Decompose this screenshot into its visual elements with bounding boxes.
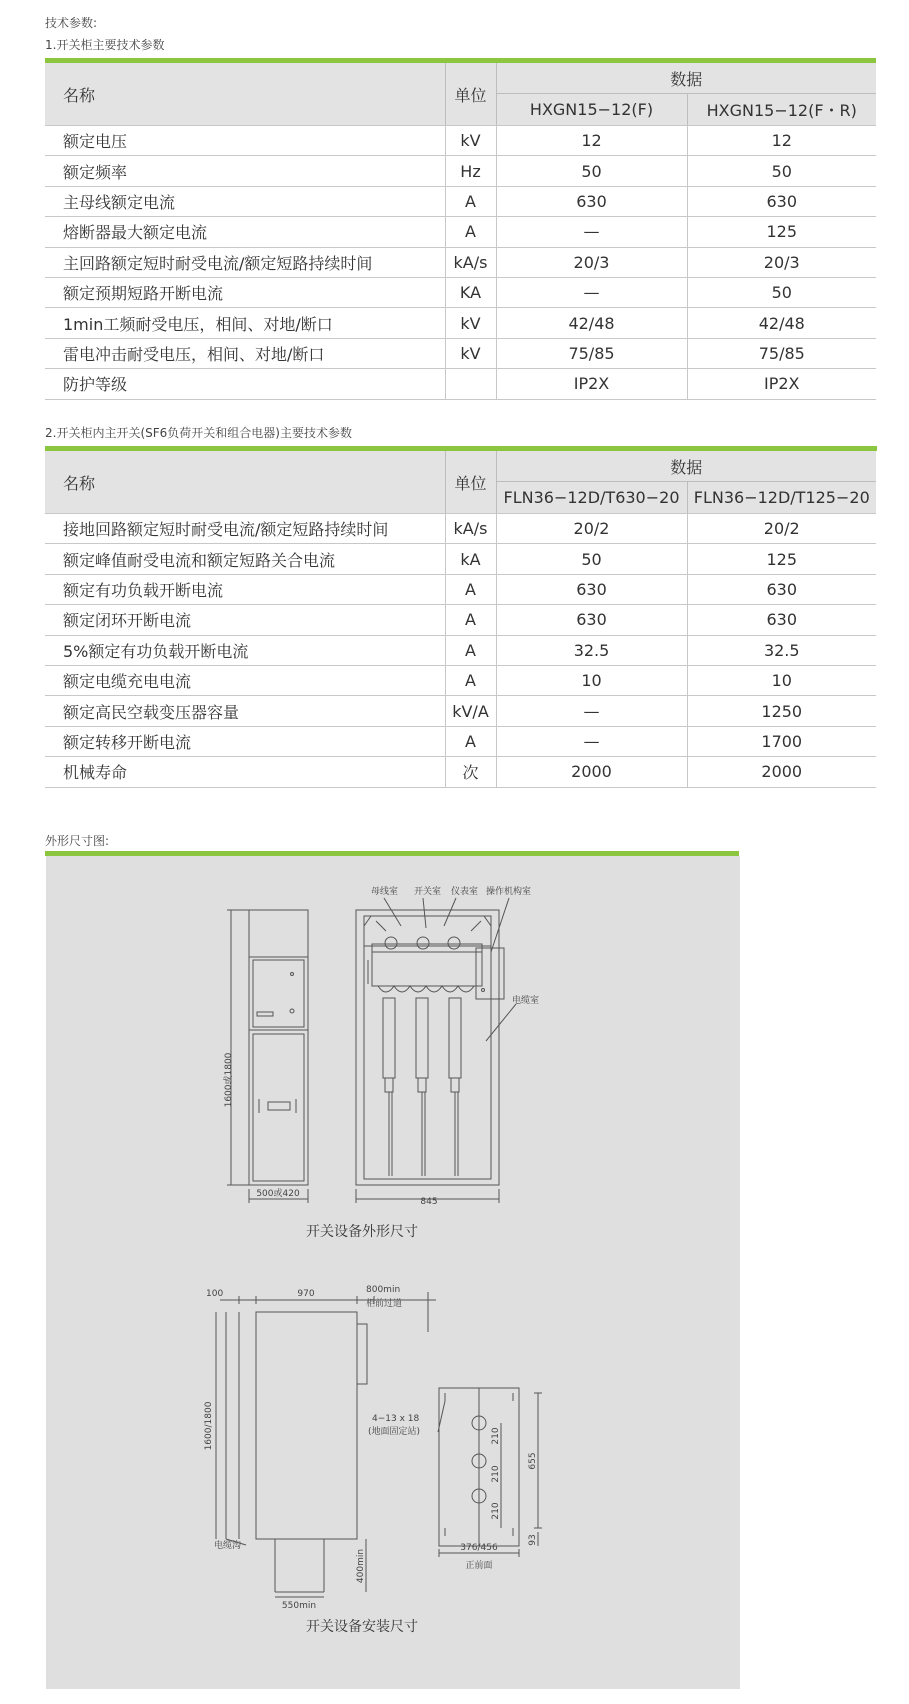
row-name: 额定电缆充电电流 — [45, 665, 445, 695]
row-unit: A — [445, 217, 496, 247]
row-unit: A — [445, 726, 496, 756]
row-value-1: — — [496, 277, 687, 307]
table-header-unit: 单位 — [445, 63, 496, 126]
label-w100: 100 — [206, 1289, 224, 1299]
label-210c: 210 — [491, 1502, 501, 1520]
row-name: 额定有功负载开断电流 — [45, 574, 445, 604]
row-value-2: 12 — [687, 126, 876, 156]
row-name: 额定转移开断电流 — [45, 726, 445, 756]
row-unit: kA — [445, 544, 496, 574]
row-value-1: 20/3 — [496, 247, 687, 277]
row-name: 主母线额定电流 — [45, 186, 445, 216]
row-value-1: 42/48 — [496, 308, 687, 338]
installation-side-view — [216, 1292, 436, 1597]
label-height-2: 1600/1800 — [204, 1401, 214, 1451]
row-value-1: — — [496, 726, 687, 756]
page-heading: 技术参数: — [45, 16, 98, 30]
table-header-model-2: HXGN15−12(F・R) — [687, 94, 876, 126]
row-unit: kV — [445, 126, 496, 156]
row-unit: A — [445, 635, 496, 665]
row-value-2: 32.5 — [687, 635, 876, 665]
label-holes: 4−13 x 18 — [372, 1414, 420, 1424]
side-view-cabinet — [227, 910, 308, 1203]
table-header-data: 数据 — [496, 451, 876, 482]
table-row — [45, 156, 876, 186]
row-name: 额定峰值耐受电流和额定短路关合电流 — [45, 544, 445, 574]
table-header-name: 名称 — [45, 63, 445, 126]
label-mechanism-room: 操作机构室 — [486, 887, 532, 897]
label-width-side: 500或420 — [256, 1189, 300, 1199]
label-376: 376/456 — [460, 1543, 498, 1553]
row-unit: kV — [445, 338, 496, 368]
label-height-1: 1600或1800 — [224, 1052, 234, 1108]
row-value-1: 50 — [496, 544, 687, 574]
label-400: 400min — [356, 1548, 366, 1584]
row-value-1: 630 — [496, 186, 687, 216]
row-value-2: IP2X — [687, 369, 876, 399]
row-value-2: 10 — [687, 665, 876, 695]
table-row — [45, 277, 876, 307]
drawing-caption-outline: 开关设备外形尺寸 — [306, 1224, 418, 1240]
drawing-caption-install: 开关设备安装尺寸 — [306, 1619, 418, 1635]
row-name: 5%额定有功负载开断电流 — [45, 635, 445, 665]
row-value-2: 50 — [687, 156, 876, 186]
section2-title: 2.开关柜内主开关(SF6负荷开关和组合电器)主要技术参数 — [45, 426, 352, 440]
label-210a: 210 — [491, 1427, 501, 1445]
front-view-cabinet — [356, 898, 516, 1203]
label-aisle: 柜前过道 — [366, 1299, 403, 1309]
row-unit: A — [445, 574, 496, 604]
row-name: 额定频率 — [45, 156, 445, 186]
label-fix: (地面固定站) — [368, 1427, 421, 1437]
row-value-2: 630 — [687, 186, 876, 216]
row-unit — [445, 369, 496, 399]
row-value-2: 125 — [687, 217, 876, 247]
label-550: 550min — [281, 1601, 317, 1611]
row-unit: A — [445, 605, 496, 635]
row-value-2: 125 — [687, 544, 876, 574]
row-value-1: 12 — [496, 126, 687, 156]
table-row — [45, 514, 876, 544]
row-value-2: 1250 — [687, 696, 876, 726]
table-row — [45, 186, 876, 216]
table-row — [45, 338, 876, 368]
label-busbar-room: 母线室 — [371, 887, 399, 897]
row-name: 额定电压 — [45, 126, 445, 156]
row-name: 额定闭环开断电流 — [45, 605, 445, 635]
label-cable-room: 电缆室 — [512, 996, 540, 1006]
table-row — [45, 126, 876, 156]
table-row — [45, 544, 876, 574]
table-header-data: 数据 — [496, 63, 876, 94]
table-row — [45, 665, 876, 695]
row-unit: kV/A — [445, 696, 496, 726]
section1-table — [45, 63, 876, 400]
label-w970: 970 — [297, 1289, 315, 1299]
label-210b: 210 — [491, 1465, 501, 1483]
row-name: 1min工频耐受电压，相间、对地/断口 — [45, 308, 445, 338]
row-name: 额定预期短路开断电流 — [45, 277, 445, 307]
table-row — [45, 247, 876, 277]
table-header-model-1: FLN36−12D/T630−20 — [496, 482, 687, 514]
row-value-1: 630 — [496, 574, 687, 604]
label-switch-room: 开关室 — [414, 887, 442, 897]
label-trench: 电缆沟 — [214, 1541, 242, 1551]
row-unit: kA/s — [445, 514, 496, 544]
row-value-1: 20/2 — [496, 514, 687, 544]
label-655: 655 — [528, 1452, 538, 1470]
table-header-model-1: HXGN15−12(F) — [496, 94, 687, 126]
row-value-2: 20/3 — [687, 247, 876, 277]
row-name: 额定高民空载变压器容量 — [45, 696, 445, 726]
row-value-1: 630 — [496, 605, 687, 635]
table-header-model-2: FLN36−12D/T125−20 — [687, 482, 876, 514]
row-unit: KA — [445, 277, 496, 307]
row-value-1: — — [496, 217, 687, 247]
label-meter-room: 仪表室 — [451, 887, 479, 897]
row-unit: Hz — [445, 156, 496, 186]
table-header-unit: 单位 — [445, 451, 496, 514]
row-value-1: 50 — [496, 156, 687, 186]
row-value-2: 42/48 — [687, 308, 876, 338]
row-value-2: 1700 — [687, 726, 876, 756]
row-value-1: 2000 — [496, 757, 687, 787]
row-name: 主回路额定短时耐受电流/额定短路持续时间 — [45, 247, 445, 277]
row-unit: 次 — [445, 757, 496, 787]
table-row — [45, 757, 876, 787]
row-value-1: 10 — [496, 665, 687, 695]
row-name: 防护等级 — [45, 369, 445, 399]
row-name: 熔断器最大额定电流 — [45, 217, 445, 247]
dimensions-title: 外形尺寸图: — [45, 834, 110, 848]
label-93: 93 — [528, 1534, 538, 1546]
table-row — [45, 574, 876, 604]
row-name: 雷电冲击耐受电压，相间、对地/断口 — [45, 338, 445, 368]
row-unit: A — [445, 186, 496, 216]
table-row — [45, 635, 876, 665]
label-w800: 800min — [366, 1285, 401, 1295]
row-value-2: 2000 — [687, 757, 876, 787]
table-row — [45, 217, 876, 247]
row-name: 机械寿命 — [45, 757, 445, 787]
section2-table-body — [45, 514, 876, 788]
row-unit: kA/s — [445, 247, 496, 277]
installation-plan-view — [438, 1388, 542, 1557]
row-value-1: 75/85 — [496, 338, 687, 368]
row-value-2: 50 — [687, 277, 876, 307]
dimension-drawing-svg — [46, 856, 740, 1689]
section2-table — [45, 451, 876, 788]
section1-table-body — [45, 126, 876, 400]
table-row — [45, 369, 876, 399]
table-row — [45, 696, 876, 726]
row-value-2: 630 — [687, 574, 876, 604]
table-row — [45, 726, 876, 756]
table-row — [45, 308, 876, 338]
row-value-1: 32.5 — [496, 635, 687, 665]
label-width-front: 845 — [420, 1197, 438, 1207]
row-unit: kV — [445, 308, 496, 338]
row-unit: A — [445, 665, 496, 695]
label-front: 正前面 — [465, 1561, 493, 1571]
table-header-name: 名称 — [45, 451, 445, 514]
row-name: 接地回路额定短时耐受电流/额定短路持续时间 — [45, 514, 445, 544]
row-value-2: 630 — [687, 605, 876, 635]
section1-title: 1.开关柜主要技术参数 — [45, 38, 165, 52]
dimension-drawing — [46, 856, 740, 1689]
row-value-1: — — [496, 696, 687, 726]
table-row — [45, 605, 876, 635]
row-value-1: IP2X — [496, 369, 687, 399]
row-value-2: 20/2 — [687, 514, 876, 544]
row-value-2: 75/85 — [687, 338, 876, 368]
